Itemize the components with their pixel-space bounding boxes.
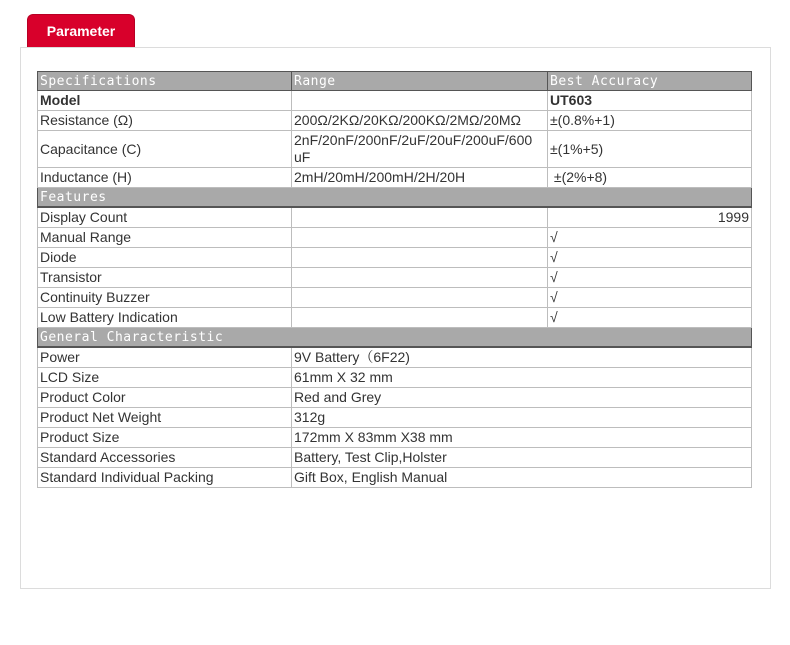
check-mark: √ (548, 308, 752, 328)
general-value: Battery, Test Clip,Holster (292, 448, 752, 468)
model-range (292, 91, 548, 111)
feature-label: Transistor (38, 268, 292, 288)
feature-label: Low Battery Indication (38, 308, 292, 328)
features-header-row (38, 188, 752, 208)
general-row (38, 468, 752, 488)
feature-label: Continuity Buzzer (38, 288, 292, 308)
spec-accuracy: ±(0.8%+1) (548, 111, 752, 131)
empty-cell (292, 228, 548, 248)
general-row (38, 388, 752, 408)
spec-range: 2mH/20mH/200mH/2H/20H (292, 168, 548, 188)
general-row (38, 368, 752, 388)
general-row (38, 408, 752, 428)
empty-cell (292, 268, 548, 288)
display-count-label: Display Count (38, 207, 292, 228)
spec-row-inductance (38, 168, 752, 188)
header-specifications: Specifications (38, 72, 292, 91)
general-row (38, 347, 752, 368)
spec-label: Inductance (H) (38, 168, 292, 188)
general-label: Product Net Weight (38, 408, 292, 428)
spec-range: 2nF/20nF/200nF/2uF/20uF/200uF/600 uF (292, 131, 548, 168)
header-best-accuracy: Best Accuracy (548, 72, 752, 91)
general-value: Gift Box, English Manual (292, 468, 752, 488)
spec-row-capacitance (38, 131, 752, 168)
feature-row (38, 308, 752, 328)
empty-cell (292, 308, 548, 328)
check-mark: √ (548, 268, 752, 288)
spec-label: Resistance (Ω) (38, 111, 292, 131)
check-mark: √ (548, 288, 752, 308)
check-mark: √ (548, 248, 752, 268)
model-value: UT603 (548, 91, 752, 111)
general-value: 312g (292, 408, 752, 428)
header-range: Range (292, 72, 548, 91)
feature-label: Diode (38, 248, 292, 268)
feature-row (38, 248, 752, 268)
empty-cell (292, 288, 548, 308)
feature-row (38, 288, 752, 308)
general-row (38, 428, 752, 448)
general-label: Standard Individual Packing (38, 468, 292, 488)
general-label: Power (38, 347, 292, 368)
spec-label: Capacitance (C) (38, 131, 292, 168)
empty-cell (292, 248, 548, 268)
check-mark: √ (548, 228, 752, 248)
general-label: Standard Accessories (38, 448, 292, 468)
general-value: Red and Grey (292, 388, 752, 408)
spec-table (37, 71, 752, 488)
spec-range: 200Ω/2KΩ/20KΩ/200KΩ/2MΩ/20MΩ (292, 111, 548, 131)
feature-label: Manual Range (38, 228, 292, 248)
spec-header-row (38, 72, 752, 91)
general-value: 172mm X 83mm X38 mm (292, 428, 752, 448)
spec-row-resistance (38, 111, 752, 131)
general-row (38, 448, 752, 468)
feature-row (38, 228, 752, 248)
model-label: Model (38, 91, 292, 111)
feature-row (38, 268, 752, 288)
empty-cell (292, 207, 548, 228)
display-count-row (38, 207, 752, 228)
general-label: Product Color (38, 388, 292, 408)
header-general-characteristic: General Characteristic (38, 328, 752, 348)
general-value: 9V Battery（6F22) (292, 347, 752, 368)
model-row (38, 91, 752, 111)
spec-accuracy: ±(1%+5) (548, 131, 752, 168)
general-label: LCD Size (38, 368, 292, 388)
general-value: 61mm X 32 mm (292, 368, 752, 388)
spec-accuracy: ±(2%+8) (548, 168, 752, 188)
general-label: Product Size (38, 428, 292, 448)
general-header-row (38, 328, 752, 348)
tab-parameter[interactable]: Parameter (27, 14, 135, 47)
header-features: Features (38, 188, 752, 208)
display-count-value: 1999 (548, 207, 752, 228)
